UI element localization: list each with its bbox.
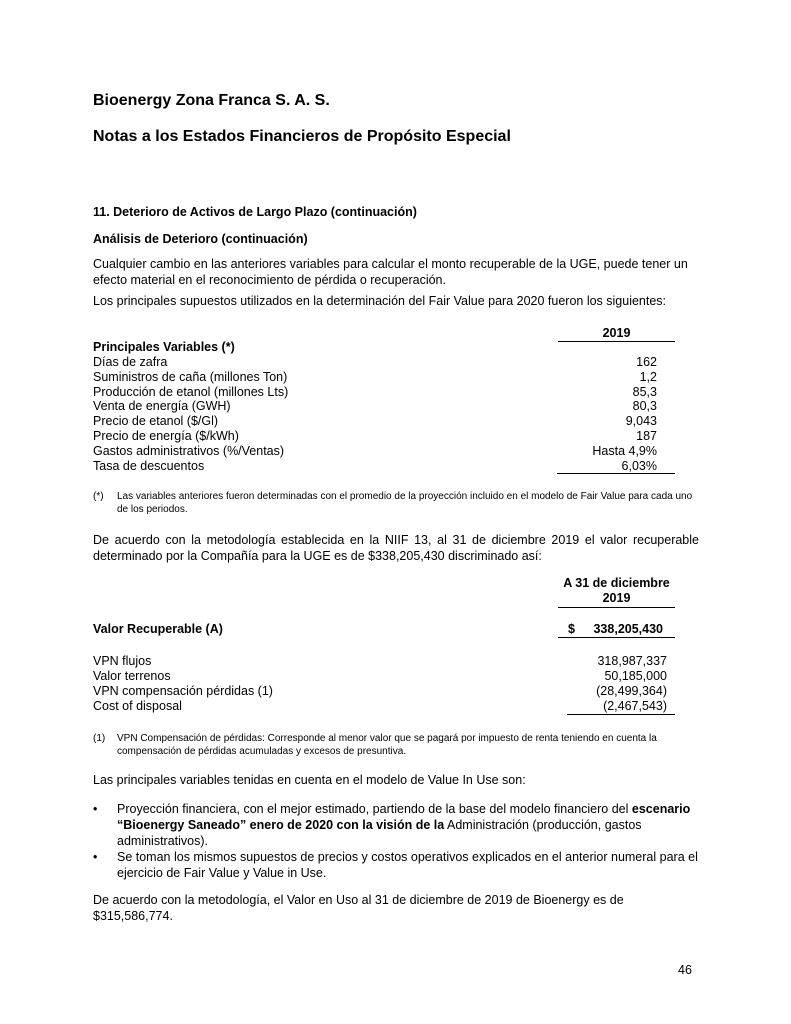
- paragraph-4: Las principales variables tenidas en cuenta en el modelo de Value In Use son:: [93, 773, 526, 787]
- recoverable-value: [558, 622, 675, 638]
- paragraph-1: Cualquier cambio en las anteriores variables para calcular el monto recuperable de la UGE, puede tener un efecto material en el reconocimiento de pérdida o recuperación.: [93, 257, 688, 287]
- footnote-text: VPN Compensación de pérdidas: Corresponde al menor valor que se pagará por impuesto de renta teniendo en cuenta la compensación de pérdidas acumuladas y excesos de presuntiva.: [117, 733, 657, 757]
- recoverable-amount: 338,205,430: [593, 622, 663, 636]
- section-heading: 11. Deterioro de Activos de Largo Plazo (continuación): [93, 205, 417, 219]
- table-row: [93, 385, 675, 400]
- row-value: Hasta 4,9%: [592, 443, 657, 458]
- bullet-text: Se toman los mismos supuestos de precios y costos operativos explicados en el anterior numeral para el ejercicio de Fair Value y Value in Use.: [117, 850, 698, 880]
- row-label: Suministros de caña (millones Ton): [93, 369, 288, 384]
- variables-table: [93, 355, 675, 473]
- company-name: Bioenergy Zona Franca S. A. S.: [93, 92, 330, 109]
- paragraph-2: Los principales supuestos utilizados en la determinación del Fair Value para 2020 fueron los siguientes:: [93, 294, 667, 308]
- table-row: [93, 699, 675, 714]
- bullet-icon: •: [93, 802, 98, 816]
- row-label: Días de zafra: [93, 355, 168, 369]
- row-value: 6,03%: [557, 459, 675, 475]
- row-label: Gastos administrativos (%/Ventas): [93, 443, 285, 458]
- row-label: Precio de etanol ($/Gl): [93, 414, 219, 429]
- row-label: Cost of disposal: [93, 699, 182, 713]
- variables-table-group-label: Principales Variables (*): [93, 340, 235, 354]
- row-value: 50,185,000: [604, 669, 667, 683]
- list-item: [93, 849, 703, 881]
- footnote-mark: (*): [93, 491, 104, 502]
- bullet-text: Administración (producción, gastos administrativos).: [117, 818, 642, 848]
- recoverable-value-label: Valor Recuperable (A): [93, 622, 223, 636]
- bullet-text: Proyección financiera, con el mejor estimado, partiendo de la base del modelo financiero del: [117, 802, 632, 816]
- table-row: [93, 444, 675, 459]
- row-value: 85,3: [632, 384, 657, 399]
- variables-table-year-header: 2019: [558, 326, 675, 342]
- footnote-mark: (1): [93, 733, 106, 744]
- bullet-text-bold: escenario “Bioenergy Saneado” enero de 2020 con la visión de la: [117, 802, 691, 832]
- recoverable-table-header: [558, 576, 675, 608]
- page-number: 46: [678, 963, 692, 977]
- bullet-list: [93, 801, 703, 881]
- paragraph-5: De acuerdo con la metodología, el Valor en Uso al 31 de diciembre de 2019 de Bioenergy es de $315,586,774.: [93, 893, 624, 923]
- header-line-2: 2019: [602, 591, 631, 605]
- bullet-icon: •: [93, 850, 98, 864]
- table-row: [93, 429, 675, 444]
- row-label: VPN compensación pérdidas (1): [93, 684, 273, 698]
- table-row: [93, 669, 675, 684]
- row-value: 187: [636, 428, 657, 443]
- row-label: Valor terrenos: [93, 669, 171, 683]
- row-value: (2,467,543): [567, 699, 675, 715]
- row-label: Tasa de descuentos: [93, 458, 205, 473]
- table-row: [93, 370, 675, 385]
- table-row: [93, 684, 675, 699]
- table-row: [93, 399, 675, 414]
- header-line-1: A 31 de diciembre: [563, 576, 670, 590]
- row-value: (28,499,364): [596, 684, 667, 698]
- row-label: VPN flujos: [93, 654, 152, 668]
- footnote-text: Las variables anteriores fueron determinadas con el promedio de la proyección incluido en el modelo de Fair Value para cada uno de los periodos.: [117, 491, 693, 515]
- list-item: [93, 801, 703, 849]
- paragraph-3: De acuerdo con la metodología establecida en la NIIF 13, al 31 de diciembre 2019 el valor recuperable determinado por la Compañía para la UGE es de $338,205,430 discriminado así:: [93, 533, 699, 563]
- table-row: [93, 654, 675, 669]
- row-value: 1,2: [639, 369, 657, 384]
- currency-symbol: $: [568, 622, 575, 636]
- row-label: Producción de etanol (millones Lts): [93, 384, 289, 399]
- row-label: Venta de energía (GWH): [93, 399, 231, 414]
- row-value: 9,043: [625, 414, 657, 429]
- table-row: [93, 355, 675, 370]
- row-value: 318,987,337: [597, 654, 667, 668]
- row-value: 162: [636, 355, 657, 369]
- recoverable-breakdown-table: [93, 654, 675, 714]
- table-row: [93, 459, 675, 474]
- table-row: [93, 414, 675, 429]
- section-subheading: Análisis de Deterioro (continuación): [93, 232, 308, 246]
- report-title: Notas a los Estados Financieros de Propósito Especial: [93, 128, 511, 145]
- row-value: 80,3: [632, 399, 657, 414]
- row-label: Precio de energía ($/kWh): [93, 428, 239, 443]
